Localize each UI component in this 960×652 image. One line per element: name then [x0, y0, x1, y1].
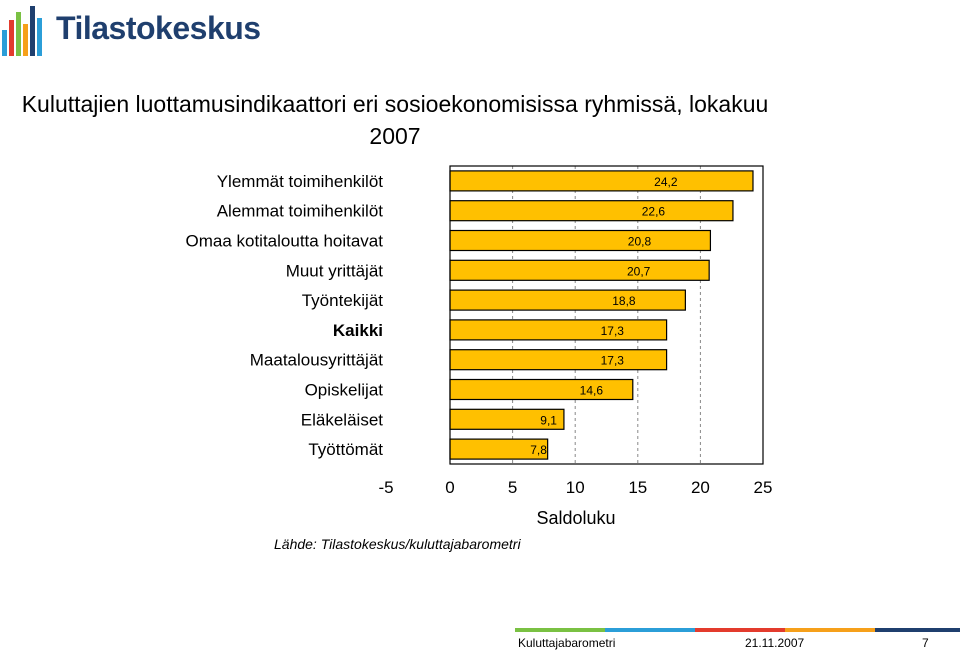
footer-date: 21.11.2007 — [745, 636, 805, 650]
bar — [450, 380, 633, 400]
source-note: Lähde: Tilastokeskus/kuluttajabarometri — [274, 536, 521, 552]
data-label: 9,1 — [540, 413, 557, 428]
bar — [450, 260, 709, 280]
category-label: Omaa kotitaloutta hoitavat — [185, 231, 383, 251]
brand-name: Tilastokeskus — [56, 10, 261, 46]
category-label: Opiskelijat — [304, 380, 383, 400]
x-tick-label: 25 — [753, 478, 773, 497]
bar — [450, 231, 710, 251]
category-label: Alemmat toimihenkilöt — [216, 201, 383, 221]
data-label: 18,8 — [612, 294, 636, 309]
data-label: 7,8 — [530, 443, 547, 458]
data-label: 22,6 — [641, 204, 666, 219]
bar — [450, 320, 667, 340]
bar — [450, 171, 753, 191]
bar — [450, 350, 667, 370]
data-label: 20,8 — [627, 234, 652, 249]
x-tick-label: -5 — [378, 478, 394, 497]
category-label: Muut yrittäjät — [285, 261, 383, 281]
category-label: Työntekijät — [301, 291, 383, 311]
x-tick-label: 0 — [445, 478, 455, 497]
x-tick-label: 15 — [628, 478, 648, 497]
data-label: 17,3 — [600, 353, 624, 368]
data-label: 14,6 — [579, 383, 604, 398]
category-label: Maatalousyrittäjät — [249, 350, 383, 370]
category-label: Työttömät — [308, 440, 383, 460]
x-axis-label: Saldoluku — [536, 508, 616, 528]
footer-publication: Kuluttajabarometri — [518, 636, 616, 650]
footer-color-bar — [515, 628, 960, 632]
x-tick-label: 5 — [507, 478, 518, 497]
data-label: 24,2 — [654, 174, 678, 189]
x-tick-label: 10 — [565, 478, 585, 497]
chart-title: Kuluttajien luottamusindikaattori eri sosioekonomisissa ryhmissä, lokakuu 2007 — [21, 91, 769, 149]
footer-page-number: 7 — [922, 636, 929, 650]
category-label: Ylemmät toimihenkilöt — [216, 171, 383, 191]
data-label: 20,7 — [627, 264, 651, 279]
category-label: Eläkeläiset — [300, 410, 383, 430]
bar — [450, 201, 733, 221]
category-label: Kaikki — [332, 320, 383, 340]
bar — [450, 290, 685, 310]
data-label: 17,3 — [600, 323, 624, 338]
x-tick-label: 20 — [690, 478, 710, 497]
